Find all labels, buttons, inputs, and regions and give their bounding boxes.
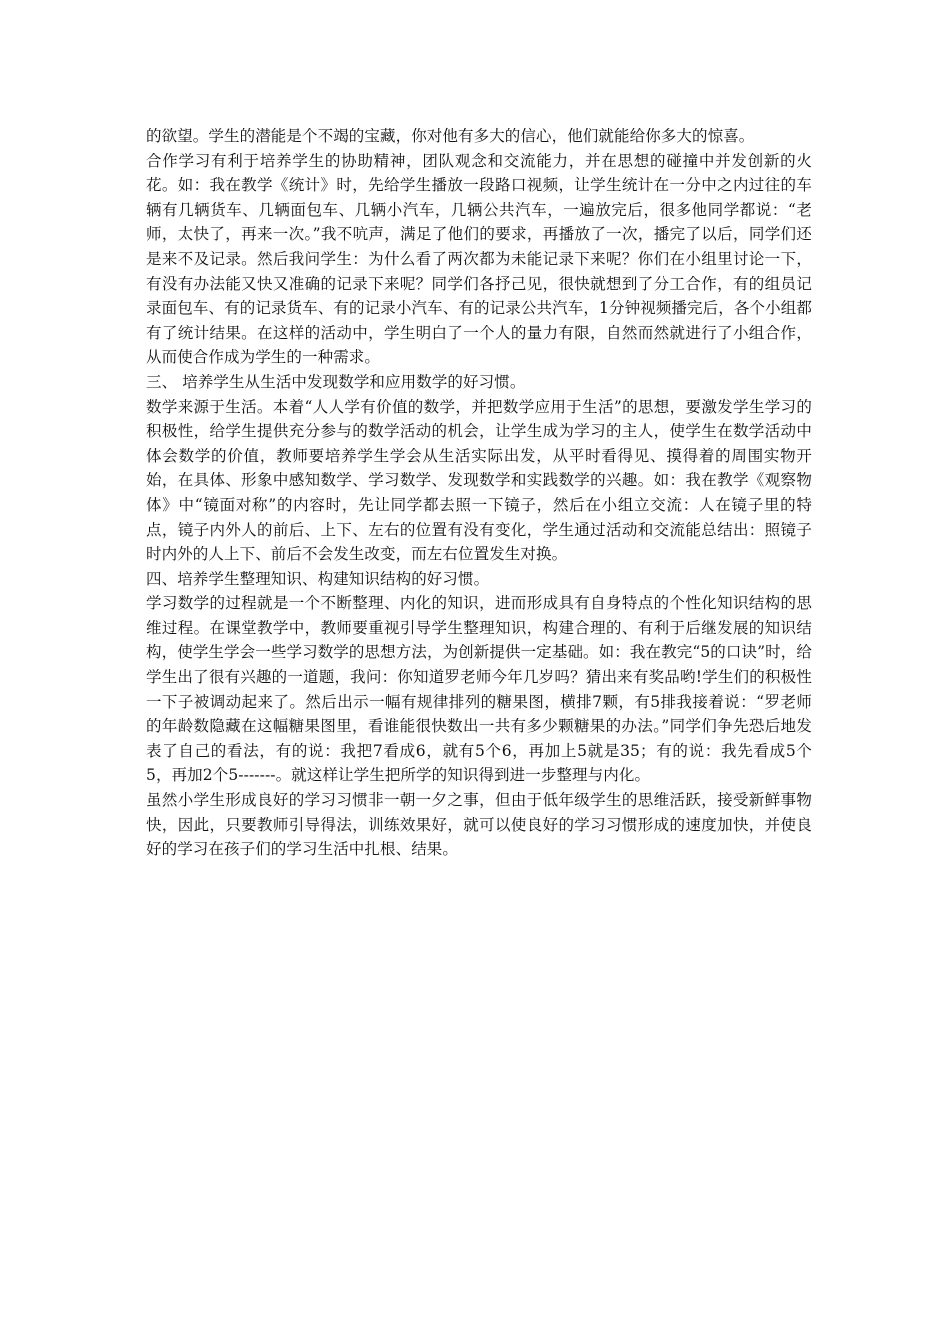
paragraph-knowledge-structure: 学习数学的过程就是一个不断整理、内化的知识，进而形成具有自身特点的个性化知识结构的思维过程。在课堂教学中，教师要重视引导学生整理知识，构建合理的、有利于后继发展的知识结构，使学生学会一些学习数学的思想方法，为创新提供一定基础。如：我在教完“5的口诀”时，给学生出了很有兴趣的一道题，我问：你知道罗老师今年几岁吗？猜出来有奖品哟!学生们的积极性一下子被调动起来了。然后出示一幅有规律排列的糖果图，横排7颗，有5排我接着说：“罗老师的年龄数隐藏在这幅糖果图里，看谁能很快数出一共有多少颗糖果的办法。”同学们争先恐后地发表了自己的看法，有的说：我把7看成6，就有5个6，再加上5就是35；有的说：我先看成5个5，再加2个5-------。就这样让学生把所学的知识得到进一步整理与内化。 [146,594,812,785]
section-heading-4: 四、培养学生整理知识、构建知识结构的好习惯。 [146,569,490,588]
paragraph-intro-ending: 的欲望。学生的潜能是个不竭的宝藏，你对他有多大的信心，他们就能给你多大的惊喜。 [146,127,755,145]
paragraph-math-from-life: 数学来源于生活。本着“人人学有价值的数学，并把数学应用于生活”的思想，要激发学生学习的积极性，给学生提供充分参与的数学活动的机会，让学生成为学习的主人，使学生在数学活动中体会数学的价值，教师要培养学生学会从生活实际出发，从平时看得见、摸得着的周围实物开始，在具体、形象中感知数学、学习数学、发现数学和实践数学的兴趣。如：我在教学《观察物体》中“镜面对称”的内容时，先让同学都去照一下镜子，然后在小组立交流：人在镜子里的特点，镜子内外人的前后、上下、左右的位置有没有变化，学生通过活动和交流能总结出：照镜子时内外的人上下、前后不会发生改变，而左右位置发生对换。 [146,397,812,564]
section-heading-3: 三、 培养学生从生活中发现数学和应用数学的好习惯。 [146,372,526,391]
paragraph-conclusion: 虽然小学生形成良好的学习习惯非一朝一夕之事，但由于低年级学生的思维活跃，接受新鲜事物快，因此，只要教师引导得法，训练效果好，就可以使良好的学习习惯形成的速度加快，并使良好的学习在孩子们的学习生活中扎根、结果。 [146,791,812,859]
document-body [146,124,812,862]
paragraph-cooperative-learning: 合作学习有利于培养学生的协助精神，团队观念和交流能力，并在思想的碰撞中并发创新的火花。如：我在教学《统计》时，先给学生播放一段路口视频，让学生统计在一分中之内过往的车辆有几辆货车、几辆面包车、几辆小汽车，几辆公共汽车，一遍放完后，很多他同学都说：“老师，太快了，再来一次。”我不吭声，满足了他们的要求，再播放了一次，播完了以后，同学们还是来不及记录。然后我问学生：为什么看了两次都为未能记录下来呢？你们在小组里讨论一下，有没有办法能又快又准确的记录下来呢？同学们各抒己见，很快就想到了分工合作，有的组员记录面包车、有的记录货车、有的记录小汽车、有的记录公共汽车，1分钟视频播完后，各个小组都有了统计结果。在这样的活动中，学生明白了一个人的量力有限，自然而然就进行了小组合作，从而使合作成为学生的一种需求。 [146,151,812,367]
